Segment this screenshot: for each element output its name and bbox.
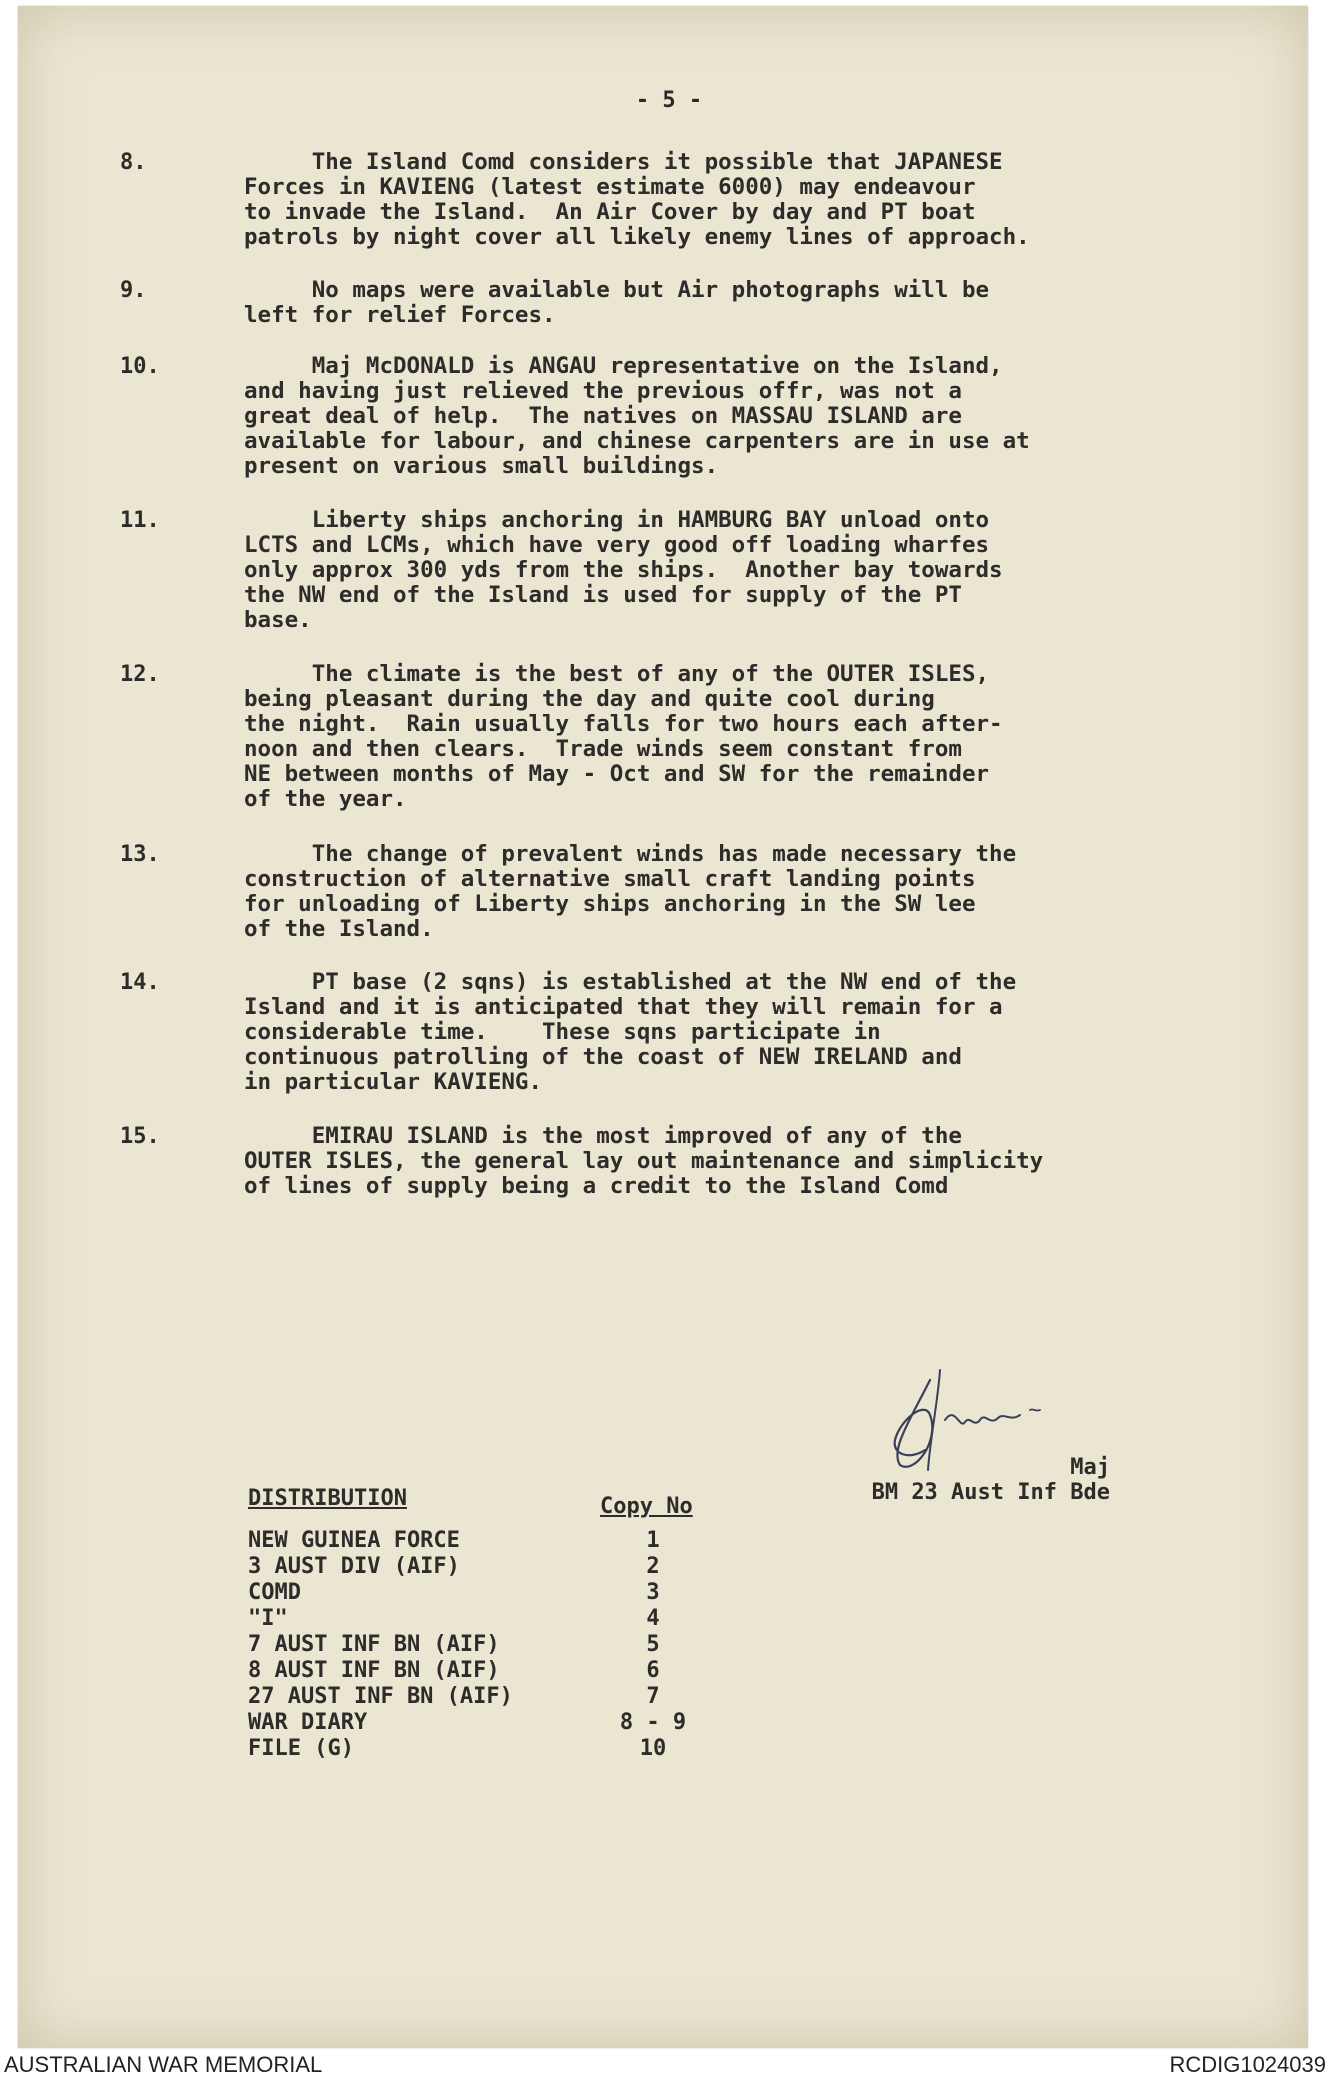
distribution-row [248, 1710, 768, 1736]
distribution-row [248, 1554, 768, 1580]
paragraph-number: 8. [120, 150, 147, 175]
recipient: FILE (G) [248, 1736, 354, 1761]
paragraph-9 [120, 278, 1150, 328]
paragraph-number: 14. [120, 970, 160, 995]
paragraph-number: 12. [120, 662, 160, 687]
distribution-heading: DISTRIBUTION [248, 1486, 407, 1511]
distribution-row [248, 1606, 768, 1632]
archive-credit: AUSTRALIAN WAR MEMORIAL [4, 2052, 323, 2077]
paragraph-text: No maps were available but Air photographs will be left for relief Forces. [244, 277, 990, 328]
handwritten-signature [870, 1360, 1070, 1480]
copy-number: 10 [639, 1736, 667, 1761]
paragraph-text: The change of prevalent winds has made necessary the construction of alternative small craft landing points for unloading of Liberty ships anchoring in the SW lee of the Island. [244, 841, 1017, 942]
paragraph-12 [120, 662, 1150, 812]
signature-block [800, 1360, 1120, 1510]
paragraph-text: The climate is the best of any of the OUTER ISLES, being pleasant during the day and quite cool during the night. Rain usually falls for two hours each after- noon and then clears. Trade winds seem constant from NE between months of May - Oct and SW for the remainder of the year. [244, 661, 1003, 812]
paragraph-number: 9. [120, 278, 147, 303]
recipient: 7 AUST INF BN (AIF) [248, 1632, 500, 1657]
copy-number: 3 [646, 1580, 660, 1605]
recipient: "I" [248, 1606, 288, 1631]
copy-number: 7 [646, 1684, 660, 1709]
distribution-row [248, 1736, 768, 1762]
paragraph-text: Maj McDONALD is ANGAU representative on the Island, and having just relieved the previous offr, was not a great deal of help. The natives on MASSAU ISLAND are available for labour, and chinese carpenters are in use at present on various small buildings. [244, 353, 1030, 479]
paragraph-text: The Island Comd considers it possible that JAPANESE Forces in KAVIENG (latest estimate 6000) may endeavour to invade the Island. An Air Cover by day and PT boat patrols by night cover all likely enemy lines of approach. [244, 149, 1030, 250]
distribution-row [248, 1658, 768, 1684]
recipient: NEW GUINEA FORCE [248, 1528, 460, 1553]
paragraph-14 [120, 970, 1150, 1095]
distribution-row [248, 1580, 768, 1606]
recipient: WAR DIARY [248, 1710, 368, 1735]
distribution-list [248, 1528, 768, 1762]
copy-number: 8 - 9 [619, 1710, 687, 1735]
signatory-rank: Maj [1070, 1455, 1110, 1480]
paragraph-number: 10. [120, 354, 160, 379]
paragraph-10 [120, 354, 1150, 479]
paragraph-11 [120, 508, 1150, 633]
recipient: 27 AUST INF BN (AIF) [248, 1684, 513, 1709]
recipient: COMD [248, 1580, 301, 1605]
paragraph-text: PT base (2 sqns) is established at the NW end of the Island and it is anticipated that they will remain for a considerable time. These sqns participate in continuous patrolling of the coast of NEW IRELAND and in particular KAVIENG. [244, 969, 1017, 1095]
paragraph-8 [120, 150, 1150, 250]
copy-number-heading: Copy No [600, 1494, 693, 1519]
signatory-title: BM 23 Aust Inf Bde [871, 1480, 1110, 1505]
paragraph-number: 11. [120, 508, 160, 533]
copy-number: 2 [646, 1554, 660, 1579]
recipient: 8 AUST INF BN (AIF) [248, 1658, 500, 1683]
copy-number: 6 [646, 1658, 660, 1683]
distribution-row [248, 1528, 768, 1554]
copy-number: 5 [646, 1632, 660, 1657]
distribution-row [248, 1684, 768, 1710]
copy-number: 4 [646, 1606, 660, 1631]
paragraph-number: 13. [120, 842, 160, 867]
paragraph-15 [120, 1124, 1150, 1199]
copy-number: 1 [646, 1528, 660, 1553]
recipient: 3 AUST DIV (AIF) [248, 1554, 460, 1579]
paragraph-text: EMIRAU ISLAND is the most improved of any of the OUTER ISLES, the general lay out maintenance and simplicity of lines of supply being a credit to the Island Comd [244, 1123, 1044, 1199]
paragraph-text: Liberty ships anchoring in HAMBURG BAY unload onto LCTS and LCMs, which have very good off loading wharfes only approx 300 yds from the ships. Another bay towards the NW end of the Island is used for supply of the PT base. [244, 507, 1003, 633]
distribution-row [248, 1632, 768, 1658]
paragraph-number: 15. [120, 1124, 160, 1149]
archive-reference-id: RCDIG1024039 [1169, 2052, 1326, 2077]
page-number: - 5 - [635, 88, 703, 113]
paragraph-13 [120, 842, 1150, 942]
